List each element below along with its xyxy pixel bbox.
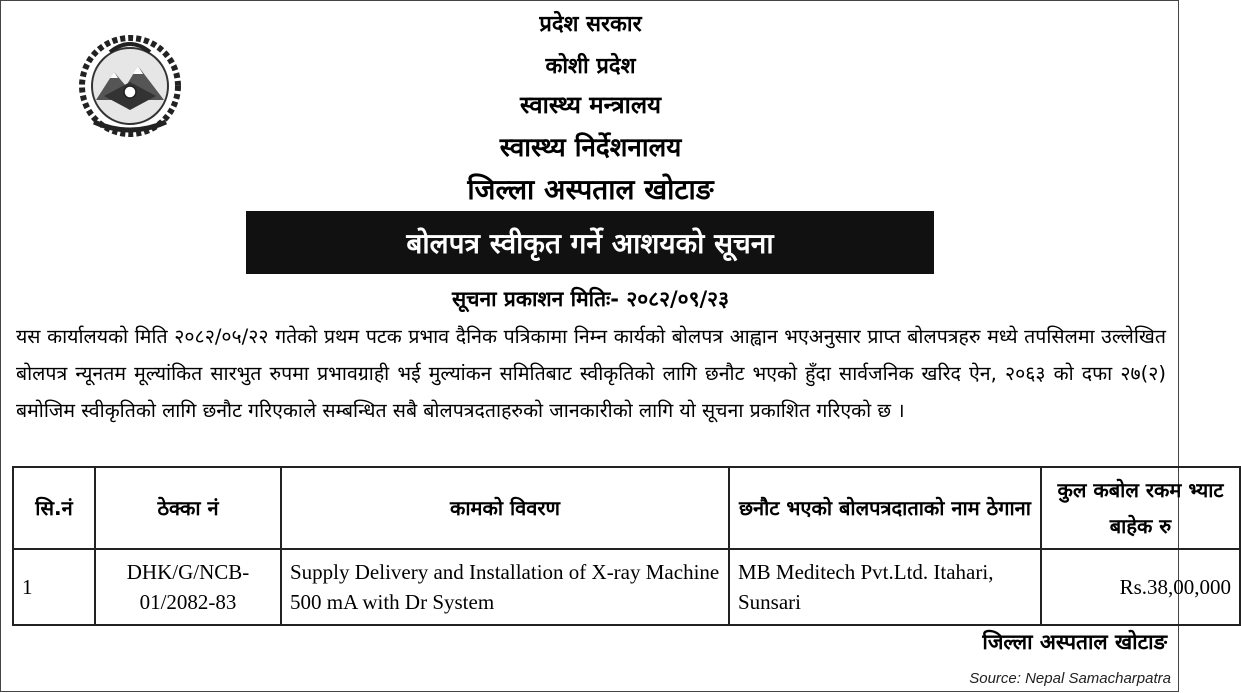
- table-header-row: [13, 467, 1240, 549]
- notice-body-paragraph: यस कार्यालयको मिति २०८२/०५/२२ गतेको प्रथम पटक प्रभाव दैनिक पत्रिकामा निम्न कार्यको बोलपत्र आह्वान भएअनुसार प्राप्त बोलपत्रहरु मध्ये तपसिलमा उल्लेखित बोलपत्र न्यूनतम मूल्यांकित सारभुत रुपमा प्रभावग्राही भई मुल्यांकन समितिबाट स्वीकृतिको लागि छनौट भएको हुँदा सार्वजनिक खरिद ऐन, २०६३ को दफा २७(२) बमोजिम स्वीकृतिको लागि छनौट गरिएकाले सम्बन्धित सबै बोलपत्रदताहरुको जानकारीको लागि यो सूचना प्रकाशित गरिएको छ ।: [16, 325, 1166, 422]
- source-credit: Source: Nepal Samacharpatra: [969, 670, 1171, 687]
- col-header-contract-no: ठेक्का नं: [95, 467, 281, 549]
- cell-sn: 1: [13, 549, 95, 625]
- cell-amount: Rs.38,00,000: [1041, 549, 1240, 625]
- col-header-description: कामको विवरण: [281, 467, 729, 549]
- notice-title-banner: [246, 211, 934, 274]
- header-line-province: कोशी प्रदेश: [545, 54, 636, 79]
- col-header-bidder: छनौट भएको बोलपत्रदाताको नाम ठेगाना: [729, 467, 1041, 549]
- header-line-hospital: जिल्ला अस्पताल खोटाङ: [467, 173, 714, 206]
- publish-date: सूचना प्रकाशन मितिः- २०८२/०९/२३: [451, 287, 730, 311]
- header-line-directorate: स्वास्थ्य निर्देशनालय: [499, 133, 682, 163]
- header-line-ministry: स्वास्थ्य मन्त्रालय: [519, 91, 662, 119]
- cell-bidder: MB Meditech Pvt.Ltd. Itahari, Sunsari: [729, 549, 1041, 625]
- bid-table: [12, 466, 1241, 626]
- footer-office-name: जिल्ला अस्पताल खोटाङ: [982, 630, 1167, 654]
- header-line-province-gov: प्रदेश सरकार: [539, 12, 642, 37]
- nepal-government-emblem-icon: [74, 30, 186, 142]
- col-header-sn: सि.नं: [13, 467, 95, 549]
- col-header-amount: कुल कबोल रकम भ्याट बाहेक रु: [1041, 467, 1240, 549]
- table-row: [13, 549, 1240, 625]
- cell-description: Supply Delivery and Installation of X-ray Machine 500 mA with Dr System: [281, 549, 729, 625]
- notice-title: बोलपत्र स्वीकृत गर्ने आशयको सूचना: [406, 226, 774, 260]
- cell-contract-no: DHK/G/NCB-01/2082-83: [95, 549, 281, 625]
